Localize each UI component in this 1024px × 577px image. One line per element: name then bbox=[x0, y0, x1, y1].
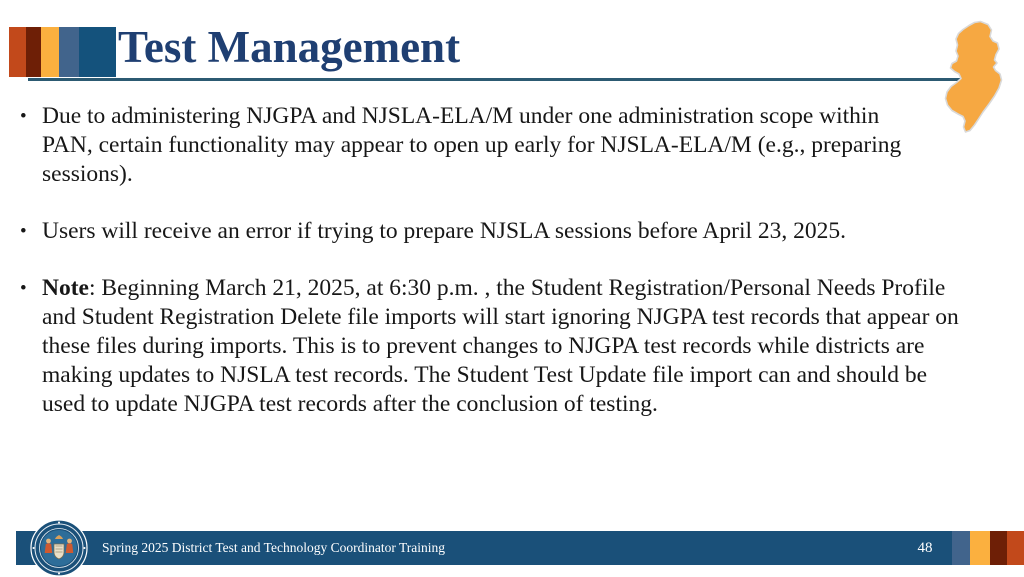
list-item bbox=[16, 217, 976, 246]
slide-footer bbox=[0, 531, 1024, 565]
note-body-text: : Beginning March 21, 2025, at 6:30 p.m. , the Student Registration/Personal Needs Profile and Student Registration Delete file imports will start ignoring NJGPA test records that appear on these files during imports. This is to prevent changes to NJGPA test records while districts are making updates to NJSLA test records. The Student Test Update file import can and should be used to update NJGPA test records after the conclusion of testing. bbox=[42, 275, 959, 417]
slide-body bbox=[16, 102, 976, 502]
list-item bbox=[16, 102, 976, 189]
bullet-marker: • bbox=[20, 221, 27, 242]
bullet-text-prepare-error: Users will receive an error if trying to prepare NJSLA sessions before April 23, 2025. bbox=[42, 218, 847, 244]
footer-accent-bar-orange bbox=[1007, 531, 1024, 565]
slide-header bbox=[0, 0, 1024, 96]
footer-title: Spring 2025 District Test and Technology Coordinator Training bbox=[102, 540, 445, 555]
list-item bbox=[16, 274, 976, 419]
page-number: 48 bbox=[917, 540, 933, 556]
accent-bar-gold bbox=[41, 27, 59, 77]
accent-bar-orange bbox=[9, 27, 26, 77]
footer-accent-bar-slateblue bbox=[952, 531, 970, 565]
accent-bar-darkbrown bbox=[26, 27, 41, 77]
accent-bar-slateblue bbox=[59, 27, 79, 77]
title-underline-rule bbox=[28, 78, 960, 81]
bullet-marker: • bbox=[20, 278, 27, 299]
bullet-marker: • bbox=[20, 106, 27, 127]
bullet-text-administration-scope: Due to administering NJGPA and NJSLA-ELA/M under one administration scope within PAN, certain functionality may appear to open up early for NJSLA-ELA/M (e.g., preparing sessions). bbox=[42, 103, 902, 187]
bullet-text-note-file-imports bbox=[42, 274, 972, 419]
footer-accent-bar-darkbrown bbox=[990, 531, 1007, 565]
header-accent-bars bbox=[9, 27, 116, 77]
page-title: Test Management bbox=[118, 22, 461, 72]
footer-accent-bars bbox=[952, 531, 1024, 565]
accent-bar-navy bbox=[79, 27, 116, 77]
footer-accent-bar-gold bbox=[970, 531, 990, 565]
nj-department-of-education-seal-icon bbox=[30, 519, 88, 577]
note-lead-label: Note bbox=[42, 275, 89, 301]
